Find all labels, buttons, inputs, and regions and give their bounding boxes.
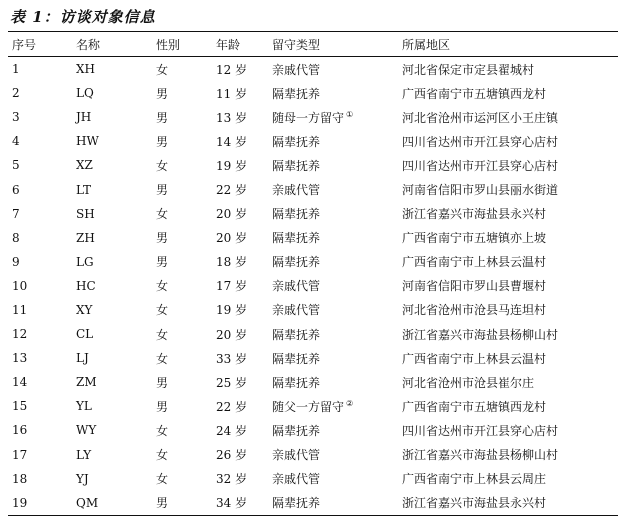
cell-region <box>398 226 618 250</box>
cell-number <box>8 443 72 467</box>
cell-gender-text: 女 <box>156 327 169 342</box>
cell-number-text: 13 <box>12 351 28 366</box>
cell-region <box>398 394 618 418</box>
cell-left-behind-type-text: 隔辈抚养 <box>272 158 321 173</box>
cell-region <box>398 250 618 274</box>
cell-number <box>8 81 72 105</box>
cell-gender <box>152 129 212 153</box>
cell-number <box>8 346 72 370</box>
cell-left-behind-type-text: 亲戚代管 <box>272 303 321 318</box>
cell-name <box>72 298 152 322</box>
cell-gender-text: 女 <box>156 423 169 438</box>
cell-left-behind-type <box>268 491 398 516</box>
cell-region-text: 河南省信阳市罗山县丽水街道 <box>402 183 559 198</box>
cell-name <box>72 177 152 201</box>
cell-gender-text: 男 <box>156 399 169 414</box>
table-row <box>8 443 618 467</box>
cell-number <box>8 250 72 274</box>
cell-name <box>72 129 152 153</box>
cell-number-text: 2 <box>12 86 20 101</box>
cell-age <box>212 467 268 491</box>
cell-region <box>398 491 618 516</box>
cell-gender-text: 女 <box>156 207 169 222</box>
cell-region <box>398 81 618 105</box>
cell-region <box>398 298 618 322</box>
footnote-marker: ② <box>346 398 354 408</box>
cell-gender-text: 女 <box>156 158 169 173</box>
cell-name-text: ZM <box>76 375 97 390</box>
cell-gender <box>152 322 212 346</box>
table-row <box>8 202 618 226</box>
cell-number-text: 5 <box>12 158 20 173</box>
cell-age-text: 11 岁 <box>216 86 248 101</box>
table-row <box>8 322 618 346</box>
table-row <box>8 370 618 394</box>
cell-name-text: SH <box>76 206 95 221</box>
cell-region-text: 广西省南宁市上林县云周庄 <box>402 472 547 487</box>
cell-left-behind-type-text: 亲戚代管 <box>272 183 321 198</box>
cell-age <box>212 394 268 418</box>
cell-region-text: 浙江省嘉兴市海盐县永兴村 <box>402 496 547 511</box>
cell-age <box>212 443 268 467</box>
cell-number <box>8 202 72 226</box>
cell-left-behind-type <box>268 129 398 153</box>
cell-name-text: ZH <box>76 230 95 245</box>
cell-name <box>72 81 152 105</box>
cell-age <box>212 105 268 129</box>
cell-left-behind-type-text: 随父一方留守 <box>272 399 345 414</box>
table-row <box>8 250 618 274</box>
cell-age-text: 20 岁 <box>216 207 248 222</box>
cell-left-behind-type <box>268 226 398 250</box>
header-row <box>8 32 618 57</box>
cell-left-behind-type-text: 隔辈抚养 <box>272 496 321 511</box>
table-row <box>8 153 618 177</box>
table-row <box>8 394 618 418</box>
cell-gender-text: 男 <box>156 110 169 125</box>
cell-age <box>212 274 268 298</box>
header-number: 序号 <box>12 37 37 52</box>
cell-left-behind-type-text: 亲戚代管 <box>272 448 321 463</box>
cell-region <box>398 202 618 226</box>
cell-age-text: 13 岁 <box>216 110 248 125</box>
cell-number <box>8 394 72 418</box>
table-row <box>8 226 618 250</box>
cell-gender-text: 男 <box>156 183 169 198</box>
cell-left-behind-type <box>268 105 398 129</box>
cell-age <box>212 418 268 442</box>
cell-gender <box>152 467 212 491</box>
header-left-behind-type: 留守类型 <box>272 37 321 52</box>
cell-gender <box>152 226 212 250</box>
cell-gender <box>152 81 212 105</box>
table-row <box>8 346 618 370</box>
cell-name-text: WY <box>76 423 97 438</box>
cell-name-text: YL <box>76 399 92 414</box>
table-row <box>8 298 618 322</box>
cell-region-text: 河北省沧州市沧县马连坦村 <box>402 303 547 318</box>
table-row <box>8 57 618 82</box>
cell-name <box>72 274 152 298</box>
cell-age-text: 22 岁 <box>216 399 248 414</box>
cell-region <box>398 346 618 370</box>
cell-name-text: LG <box>76 254 94 269</box>
cell-gender-text: 男 <box>156 496 169 511</box>
cell-age-text: 33 岁 <box>216 351 248 366</box>
table-row <box>8 177 618 201</box>
cell-region-text: 河南省信阳市罗山县曹堰村 <box>402 279 547 294</box>
cell-gender <box>152 370 212 394</box>
cell-gender-text: 女 <box>156 472 169 487</box>
cell-name <box>72 418 152 442</box>
cell-region-text: 河北省沧州市沧县崔尔庄 <box>402 375 535 390</box>
cell-age <box>212 322 268 346</box>
cell-age-text: 20 岁 <box>216 327 248 342</box>
cell-gender <box>152 298 212 322</box>
cell-left-behind-type-text: 隔辈抚养 <box>272 86 321 101</box>
cell-number-text: 6 <box>12 182 20 197</box>
cell-name <box>72 491 152 516</box>
cell-gender <box>152 274 212 298</box>
table-header <box>8 32 618 57</box>
cell-number-text: 12 <box>12 327 28 342</box>
cell-age <box>212 491 268 516</box>
table-row <box>8 105 618 129</box>
cell-left-behind-type <box>268 322 398 346</box>
cell-region <box>398 467 618 491</box>
cell-gender-text: 男 <box>156 86 169 101</box>
cell-name-text: LQ <box>76 86 94 101</box>
cell-number <box>8 129 72 153</box>
cell-age <box>212 202 268 226</box>
cell-region-text: 四川省达州市开江县穿心店村 <box>402 423 559 438</box>
cell-region-text: 浙江省嘉兴市海盐县杨柳山村 <box>402 448 559 463</box>
cell-left-behind-type <box>268 394 398 418</box>
cell-age <box>212 177 268 201</box>
cell-left-behind-type <box>268 467 398 491</box>
table-row <box>8 129 618 153</box>
cell-number-text: 11 <box>12 302 28 317</box>
cell-left-behind-type-text: 亲戚代管 <box>272 279 321 294</box>
cell-age <box>212 346 268 370</box>
footnote-marker: ① <box>346 109 354 119</box>
cell-age-text: 19 岁 <box>216 158 248 173</box>
cell-number <box>8 274 72 298</box>
cell-age <box>212 370 268 394</box>
cell-age-text: 32 岁 <box>216 472 248 487</box>
cell-name <box>72 250 152 274</box>
table-row <box>8 418 618 442</box>
cell-name <box>72 370 152 394</box>
cell-name-text: JH <box>76 110 92 125</box>
cell-name <box>72 57 152 82</box>
cell-left-behind-type-text: 随母一方留守 <box>272 110 345 125</box>
cell-number <box>8 370 72 394</box>
cell-left-behind-type-text: 隔辈抚养 <box>272 134 321 149</box>
cell-left-behind-type <box>268 202 398 226</box>
cell-left-behind-type <box>268 177 398 201</box>
cell-name <box>72 394 152 418</box>
cell-gender <box>152 250 212 274</box>
cell-left-behind-type <box>268 298 398 322</box>
cell-gender <box>152 394 212 418</box>
cell-number <box>8 226 72 250</box>
cell-name-text: LT <box>76 182 91 197</box>
cell-number-text: 10 <box>12 278 28 293</box>
cell-region-text: 广西省南宁市五塘镇亦上坡 <box>402 231 547 246</box>
cell-gender-text: 女 <box>156 303 169 318</box>
cell-number <box>8 418 72 442</box>
table-row <box>8 81 618 105</box>
cell-number-text: 19 <box>12 495 28 510</box>
header-name: 名称 <box>76 37 101 52</box>
cell-name-text: XZ <box>76 158 93 173</box>
cell-number-text: 16 <box>12 423 28 438</box>
cell-number-text: 3 <box>12 110 20 125</box>
cell-region-text: 广西省南宁市五塘镇西龙村 <box>402 399 547 414</box>
interviewee-table-container <box>8 31 618 516</box>
cell-number <box>8 105 72 129</box>
cell-gender-text: 女 <box>156 351 169 366</box>
header-gender: 性别 <box>156 37 181 52</box>
cell-region-text: 浙江省嘉兴市海盐县杨柳山村 <box>402 327 559 342</box>
cell-left-behind-type-text: 亲戚代管 <box>272 472 321 487</box>
cell-region <box>398 105 618 129</box>
cell-region-text: 四川省达州市开江县穿心店村 <box>402 158 559 173</box>
cell-left-behind-type-text: 隔辈抚养 <box>272 375 321 390</box>
cell-age-text: 24 岁 <box>216 423 248 438</box>
cell-left-behind-type-text: 隔辈抚养 <box>272 327 321 342</box>
cell-age-text: 17 岁 <box>216 279 248 294</box>
cell-left-behind-type-text: 隔辈抚养 <box>272 255 321 270</box>
cell-age <box>212 250 268 274</box>
cell-gender-text: 男 <box>156 134 169 149</box>
cell-age <box>212 226 268 250</box>
cell-number <box>8 57 72 82</box>
cell-left-behind-type <box>268 274 398 298</box>
header-region: 所属地区 <box>402 37 451 52</box>
cell-number <box>8 467 72 491</box>
cell-name <box>72 467 152 491</box>
cell-number-text: 17 <box>12 447 28 462</box>
cell-age <box>212 153 268 177</box>
cell-left-behind-type <box>268 346 398 370</box>
cell-left-behind-type <box>268 153 398 177</box>
cell-region-text: 广西省南宁市上林县云温村 <box>402 351 547 366</box>
cell-number-text: 15 <box>12 399 28 414</box>
table-row <box>8 274 618 298</box>
cell-left-behind-type <box>268 370 398 394</box>
cell-left-behind-type <box>268 250 398 274</box>
cell-name-text: HC <box>76 278 96 293</box>
cell-age-text: 34 岁 <box>216 496 248 511</box>
cell-gender <box>152 105 212 129</box>
cell-region <box>398 418 618 442</box>
cell-region <box>398 57 618 82</box>
cell-gender <box>152 443 212 467</box>
table-row <box>8 467 618 491</box>
cell-number-text: 7 <box>12 206 20 221</box>
cell-age <box>212 81 268 105</box>
cell-name-text: LY <box>76 447 92 462</box>
cell-gender-text: 男 <box>156 255 169 270</box>
cell-age-text: 25 岁 <box>216 375 248 390</box>
cell-gender <box>152 418 212 442</box>
cell-name-text: YJ <box>76 471 89 486</box>
cell-number <box>8 153 72 177</box>
cell-left-behind-type <box>268 418 398 442</box>
table-caption: 表 1：访谈对象信息 <box>10 8 156 26</box>
cell-name-text: QM <box>76 495 99 510</box>
header-age: 年龄 <box>216 37 241 52</box>
cell-age-text: 18 岁 <box>216 255 248 270</box>
cell-gender <box>152 491 212 516</box>
cell-region <box>398 129 618 153</box>
cell-age-text: 20 岁 <box>216 231 248 246</box>
cell-name <box>72 346 152 370</box>
cell-number-text: 4 <box>12 134 20 149</box>
cell-region <box>398 443 618 467</box>
cell-age <box>212 298 268 322</box>
cell-name <box>72 105 152 129</box>
cell-number-text: 8 <box>12 230 20 245</box>
cell-gender-text: 男 <box>156 375 169 390</box>
cell-region-text: 四川省达州市开江县穿心店村 <box>402 134 559 149</box>
cell-gender-text: 女 <box>156 279 169 294</box>
cell-age-text: 12 岁 <box>216 62 248 77</box>
cell-left-behind-type <box>268 81 398 105</box>
cell-region <box>398 274 618 298</box>
cell-number-text: 18 <box>12 471 28 486</box>
cell-age-text: 14 岁 <box>216 134 248 149</box>
cell-left-behind-type <box>268 57 398 82</box>
cell-gender <box>152 153 212 177</box>
cell-gender-text: 男 <box>156 231 169 246</box>
cell-gender <box>152 177 212 201</box>
cell-name <box>72 226 152 250</box>
cell-left-behind-type-text: 隔辈抚养 <box>272 231 321 246</box>
cell-name <box>72 443 152 467</box>
cell-left-behind-type-text: 隔辈抚养 <box>272 207 321 222</box>
cell-number-text: 9 <box>12 254 20 269</box>
cell-left-behind-type <box>268 443 398 467</box>
cell-gender <box>152 57 212 82</box>
cell-region-text: 广西省南宁市上林县云温村 <box>402 255 547 270</box>
cell-age-text: 19 岁 <box>216 303 248 318</box>
cell-region-text: 河北省沧州市运河区小王庄镇 <box>402 110 559 125</box>
cell-age <box>212 57 268 82</box>
cell-name-text: CL <box>76 327 94 342</box>
cell-region-text: 浙江省嘉兴市海盐县永兴村 <box>402 207 547 222</box>
table-body <box>8 57 618 516</box>
cell-region <box>398 177 618 201</box>
cell-gender-text: 女 <box>156 62 169 77</box>
cell-gender <box>152 346 212 370</box>
cell-left-behind-type-text: 隔辈抚养 <box>272 351 321 366</box>
cell-region <box>398 153 618 177</box>
cell-number <box>8 298 72 322</box>
cell-left-behind-type-text: 隔辈抚养 <box>272 423 321 438</box>
cell-number-text: 14 <box>12 375 28 390</box>
interviewee-table <box>8 31 618 516</box>
cell-left-behind-type-text: 亲戚代管 <box>272 62 321 77</box>
cell-name <box>72 322 152 346</box>
cell-name <box>72 202 152 226</box>
cell-region <box>398 322 618 346</box>
cell-number-text: 1 <box>12 62 20 77</box>
table-row <box>8 491 618 516</box>
cell-age <box>212 129 268 153</box>
cell-name-text: LJ <box>76 351 89 366</box>
cell-region <box>398 370 618 394</box>
cell-name-text: XY <box>76 302 93 317</box>
cell-name-text: XH <box>76 62 96 77</box>
cell-gender <box>152 202 212 226</box>
cell-name <box>72 153 152 177</box>
cell-region-text: 河北省保定市定县翟城村 <box>402 62 535 77</box>
cell-number <box>8 177 72 201</box>
cell-age-text: 26 岁 <box>216 448 248 463</box>
cell-number <box>8 322 72 346</box>
cell-gender-text: 女 <box>156 448 169 463</box>
cell-age-text: 22 岁 <box>216 183 248 198</box>
cell-name-text: HW <box>76 134 99 149</box>
cell-number <box>8 491 72 516</box>
cell-region-text: 广西省南宁市五塘镇西龙村 <box>402 86 547 101</box>
